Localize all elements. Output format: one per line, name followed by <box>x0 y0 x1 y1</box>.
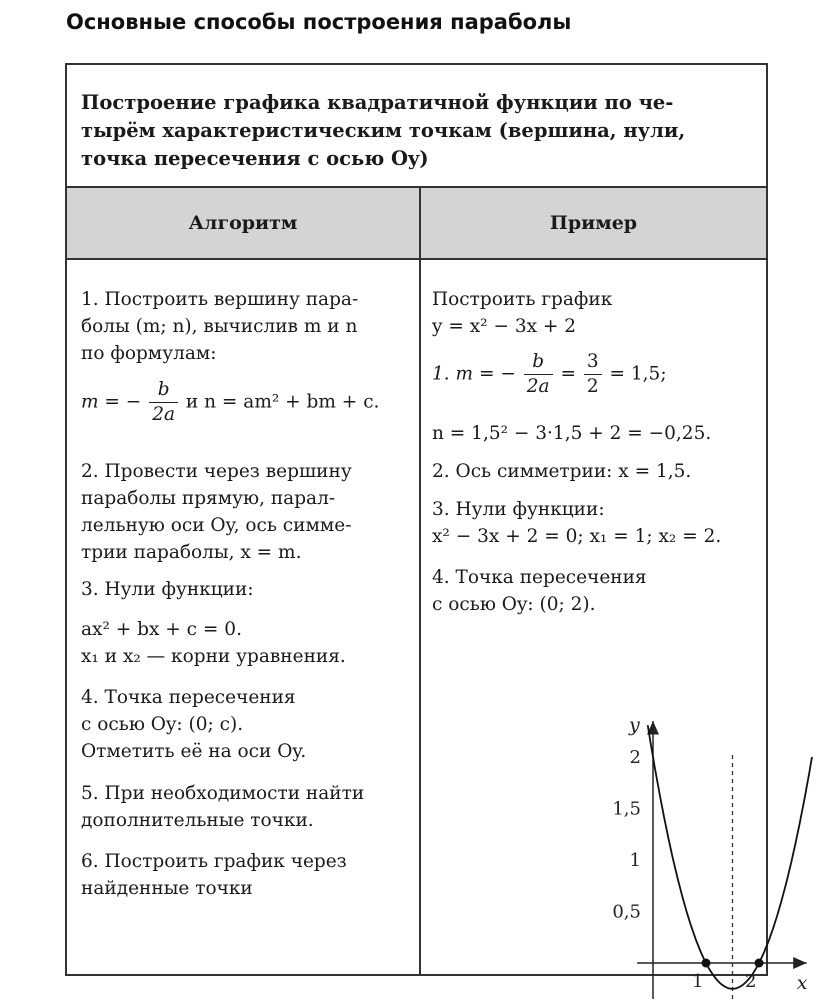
alg-step1-line2: болы (m; n), вычислив m и n <box>81 316 358 337</box>
alg-step1-formula <box>81 378 379 427</box>
caption-line-3: точка пересечения с осью Oy) <box>81 147 429 170</box>
alg-formula-post: и n = am² + bm + c. <box>185 391 380 413</box>
y-axis-label: y <box>629 713 640 736</box>
ex-formula-fraction1 <box>524 350 553 399</box>
alg-step1-line1: 1. Построить вершину пара- <box>81 289 359 310</box>
ex-step3-line2: x² − 3x + 2 = 0; x₁ = 1; x₂ = 2. <box>432 526 722 547</box>
alg-step2-line3: лельную оси Oy, ось симме- <box>81 515 352 536</box>
y-tick-label: 1,5 <box>612 798 641 820</box>
alg-step2-line2: параболы прямую, парал- <box>81 488 336 509</box>
x-tick-label: 1 <box>692 971 704 992</box>
root-point <box>755 959 764 968</box>
alg-step5-line1: 5. При необходимости найти <box>81 783 365 804</box>
alg-step1-line3: по формулам: <box>81 343 217 364</box>
x-axis-label: x <box>796 972 808 994</box>
alg-step2-line1: 2. Провести через вершину <box>81 461 352 482</box>
alg-step4-line3: Отметить её на оси Oy. <box>81 741 307 762</box>
parabola-graph <box>427 635 808 994</box>
ex-step3-line1: 3. Нули функции: <box>432 499 605 520</box>
column-divider <box>419 188 421 976</box>
ex-line1: Построить график <box>432 289 613 310</box>
x-tick-label: 2 <box>745 971 757 992</box>
alg-step4-line1: 4. Точка пересечения <box>81 687 296 708</box>
parabola-curve <box>648 725 812 989</box>
ex-formula-num1: b <box>524 350 553 375</box>
header-algorithm: Алгоритм <box>188 212 298 234</box>
ex-line2: y = x² − 3x + 2 <box>432 316 577 337</box>
alg-step3-line3: x₁ и x₂ — корни уравнения. <box>81 646 346 667</box>
alg-step2-line4: трии параболы, x = m. <box>81 542 302 563</box>
method-table <box>65 63 808 994</box>
alg-step6-line1: 6. Построить график через <box>81 851 347 872</box>
alg-step5-line2: дополнительные точки. <box>81 810 314 831</box>
ex-formula-pre: 1. m = − <box>432 363 516 385</box>
page-title: Основные способы построения параболы <box>66 10 572 34</box>
header-row <box>67 188 766 260</box>
y-tick-label: 1 <box>629 850 641 871</box>
caption-line-2: тырём характеристическим точкам (вершина, нули, <box>81 119 686 142</box>
caption-line-1: Построение графика квадратичной функции по че- <box>81 91 674 114</box>
alg-step4-line2: с осью Oy: (0; c). <box>81 714 244 735</box>
ex-formula-fraction2 <box>584 350 602 399</box>
ex-step4-line2: с осью Oy: (0; 2). <box>432 594 596 615</box>
ex-formula-den2: 2 <box>586 376 599 397</box>
header-example: Пример <box>549 212 638 234</box>
alg-formula-num: b <box>149 378 178 403</box>
root-point <box>702 959 711 968</box>
y-tick-label: 0,5 <box>612 901 641 923</box>
table-caption <box>67 65 766 188</box>
alg-formula-pre: m = − <box>81 391 142 413</box>
alg-step3-line2: ax² + bx + c = 0. <box>81 619 242 640</box>
alg-formula-den: 2a <box>152 404 176 425</box>
ex-step2: 2. Ось симметрии: x = 1,5. <box>432 461 692 482</box>
ex-formula-num2: 3 <box>584 350 602 375</box>
ex-step4-line1: 4. Точка пересечения <box>432 567 647 588</box>
ex-formula-post: = 1,5; <box>609 363 667 385</box>
alg-step3-line1: 3. Нули функции: <box>81 579 254 600</box>
ex-formula-den1: 2a <box>526 376 550 397</box>
ex-step1-formula <box>432 350 667 399</box>
y-tick-label: 2 <box>629 747 641 768</box>
alg-step6-line2: найденные точки <box>81 878 253 899</box>
alg-formula-fraction <box>149 378 178 427</box>
ex-step1-n: n = 1,5² − 3·1,5 + 2 = −0,25. <box>432 423 712 444</box>
ex-formula-eq: = <box>560 363 576 385</box>
